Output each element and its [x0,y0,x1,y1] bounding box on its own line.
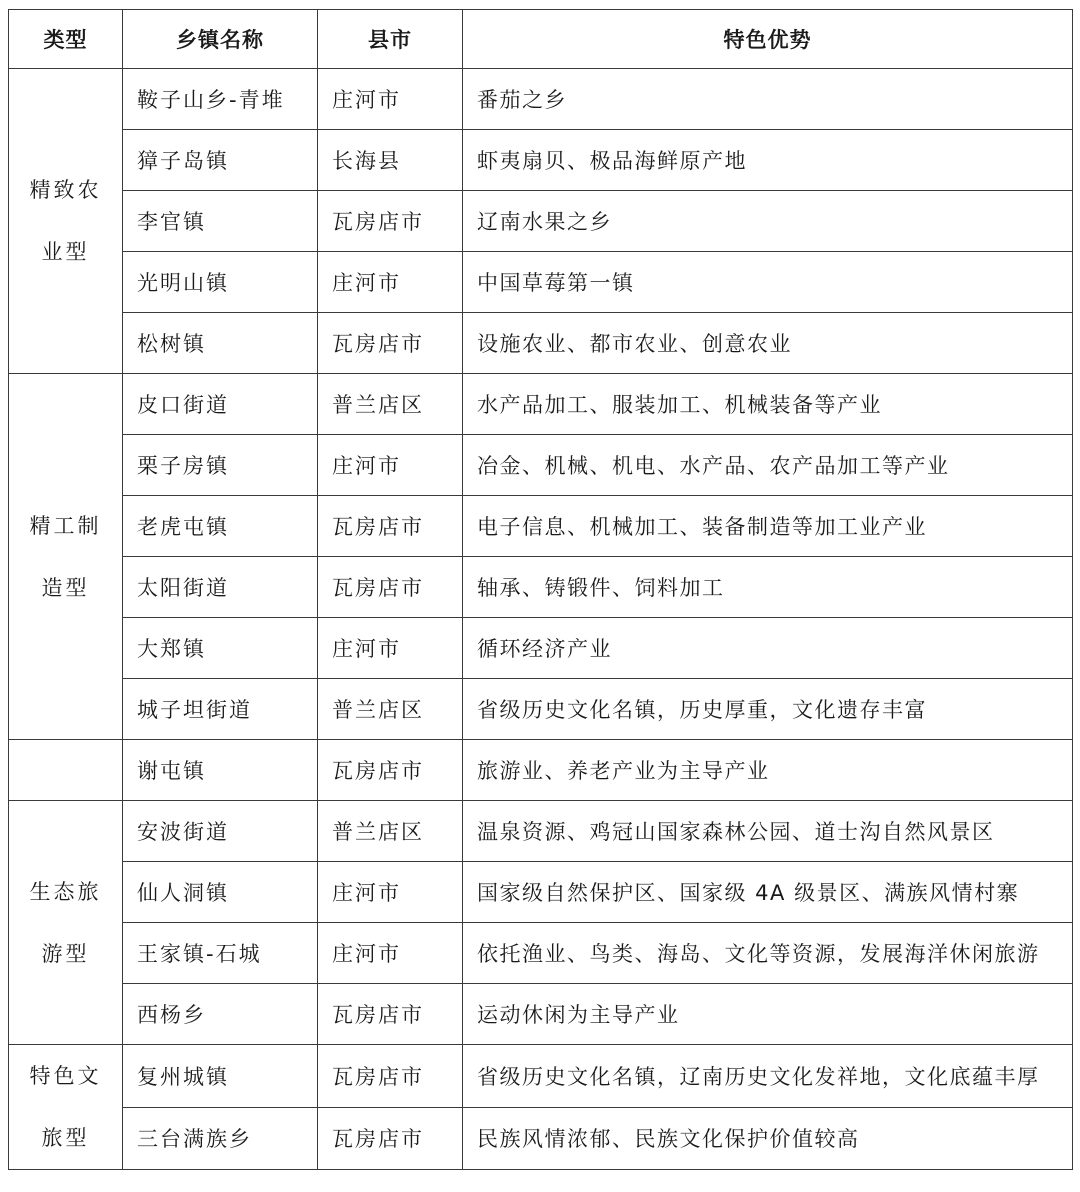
feature-cell: 辽南水果之乡 [463,191,1073,252]
town-name-cell: 谢屯镇 [123,740,318,801]
table-row [9,1107,1073,1170]
town-name-cell: 老虎屯镇 [123,496,318,557]
table-row [9,374,1073,435]
table-row [9,496,1073,557]
town-name-cell: 皮口街道 [123,374,318,435]
feature-cell: 番茄之乡 [463,69,1073,130]
county-cell: 庄河市 [318,252,463,313]
table-row [9,862,1073,923]
feature-cell: 轴承、铸锻件、饲料加工 [463,557,1073,618]
feature-cell: 省级历史文化名镇，历史厚重，文化遗存丰富 [463,679,1073,740]
county-cell: 瓦房店市 [318,1045,463,1108]
town-name-cell: 西杨乡 [123,984,318,1045]
town-name-cell: 鞍子山乡-青堆 [123,69,318,130]
town-name-cell: 大郑镇 [123,618,318,679]
town-name-cell: 松树镇 [123,313,318,374]
table-row [9,679,1073,740]
table-row [9,923,1073,984]
county-cell: 瓦房店市 [318,191,463,252]
table-row [9,801,1073,862]
table-row [9,557,1073,618]
county-cell: 瓦房店市 [318,313,463,374]
table-row [9,740,1073,801]
table-body [9,69,1073,1170]
county-cell: 普兰店区 [318,679,463,740]
county-cell: 瓦房店市 [318,984,463,1045]
county-cell: 庄河市 [318,435,463,496]
feature-cell: 设施农业、都市农业、创意农业 [463,313,1073,374]
table-row [9,252,1073,313]
header-town: 乡镇名称 [123,10,318,69]
town-name-cell: 仙人洞镇 [123,862,318,923]
feature-cell: 冶金、机械、机电、水产品、农产品加工等产业 [463,435,1073,496]
county-cell: 普兰店区 [318,374,463,435]
category-cell: 精致农业型 [9,69,123,374]
town-name-cell: 安波街道 [123,801,318,862]
feature-cell: 中国草莓第一镇 [463,252,1073,313]
feature-cell: 旅游业、养老产业为主导产业 [463,740,1073,801]
town-name-cell: 李官镇 [123,191,318,252]
category-cell [9,740,123,801]
header-row [9,10,1073,69]
table-row [9,984,1073,1045]
feature-cell: 电子信息、机械加工、装备制造等加工业产业 [463,496,1073,557]
header-feature: 特色优势 [463,10,1073,69]
header-type: 类型 [9,10,123,69]
county-cell: 瓦房店市 [318,1107,463,1170]
county-cell: 长海县 [318,130,463,191]
town-name-cell: 光明山镇 [123,252,318,313]
feature-cell: 虾夷扇贝、极品海鲜原产地 [463,130,1073,191]
county-cell: 庄河市 [318,69,463,130]
town-name-cell: 城子坦街道 [123,679,318,740]
table-row [9,435,1073,496]
town-name-cell: 三台满族乡 [123,1107,318,1170]
feature-cell: 国家级自然保护区、国家级 4A 级景区、满族风情村寨 [463,862,1073,923]
feature-cell: 省级历史文化名镇，辽南历史文化发祥地，文化底蕴丰厚 [463,1045,1073,1108]
county-cell: 普兰店区 [318,801,463,862]
town-name-cell: 王家镇-石城 [123,923,318,984]
feature-cell: 温泉资源、鸡冠山国家森林公园、道士沟自然风景区 [463,801,1073,862]
town-name-cell: 獐子岛镇 [123,130,318,191]
township-table [8,9,1073,1170]
table-row [9,191,1073,252]
table-row [9,69,1073,130]
feature-cell: 民族风情浓郁、民族文化保护价值较高 [463,1107,1073,1170]
county-cell: 瓦房店市 [318,740,463,801]
feature-cell: 依托渔业、鸟类、海岛、文化等资源，发展海洋休闲旅游 [463,923,1073,984]
town-name-cell: 栗子房镇 [123,435,318,496]
county-cell: 庄河市 [318,862,463,923]
category-cell: 精工制造型 [9,374,123,740]
header-county: 县市 [318,10,463,69]
town-name-cell: 复州城镇 [123,1045,318,1108]
feature-cell: 运动休闲为主导产业 [463,984,1073,1045]
county-cell: 庄河市 [318,923,463,984]
county-cell: 瓦房店市 [318,557,463,618]
table-row [9,618,1073,679]
feature-cell: 水产品加工、服装加工、机械装备等产业 [463,374,1073,435]
county-cell: 瓦房店市 [318,496,463,557]
table-row [9,313,1073,374]
feature-cell: 循环经济产业 [463,618,1073,679]
town-name-cell: 太阳街道 [123,557,318,618]
table-row [9,130,1073,191]
county-cell: 庄河市 [318,618,463,679]
category-cell: 生态旅游型 [9,801,123,1045]
table-row [9,1045,1073,1108]
category-cell: 特色文旅型 [9,1045,123,1170]
